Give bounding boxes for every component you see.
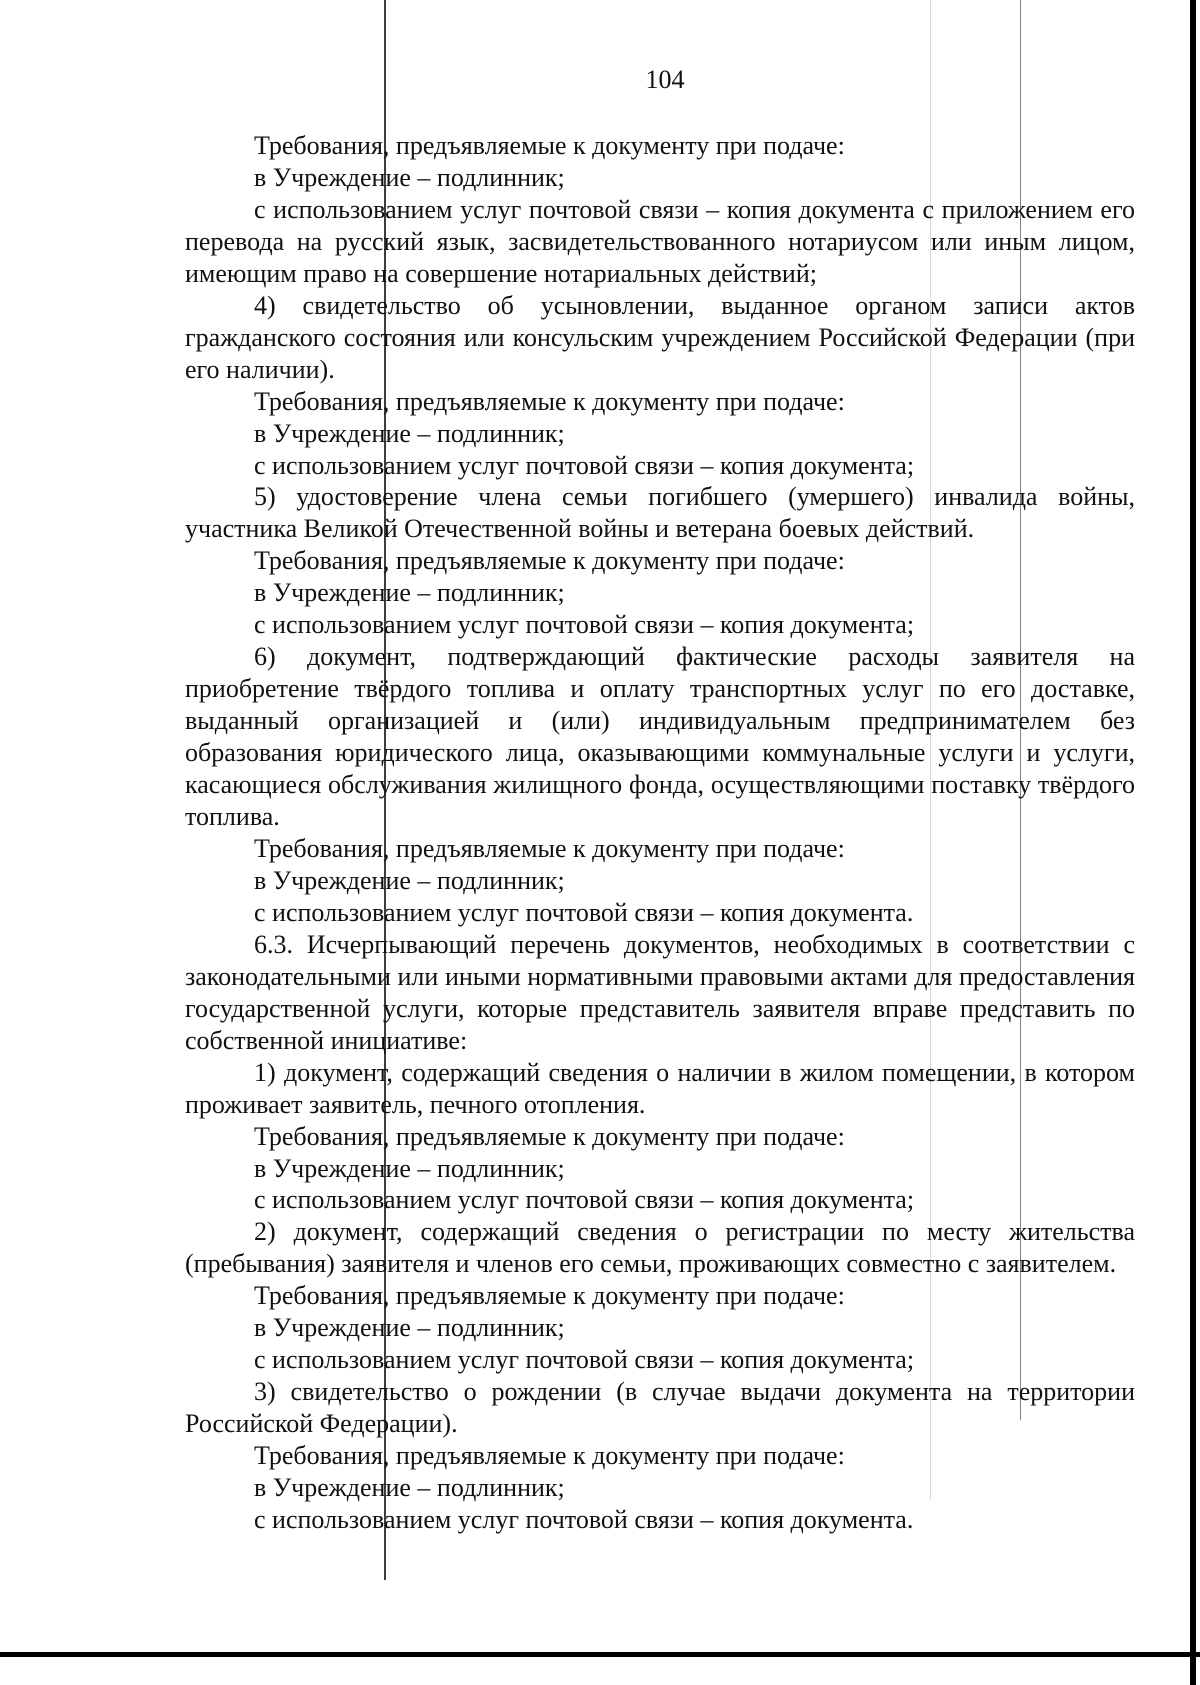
paragraph: 5) удостоверение члена семьи погибшего (умершего) инвалида войны, участника Великой Отечественной войны и ветерана боевых действий.: [185, 482, 1135, 544]
paragraph: в Учреждение – подлинник;: [254, 1153, 565, 1183]
paragraph: с использованием услуг почтовой связи – копия документа с приложением его перевода на русский язык, засвидетельствованного нотариусом или иным лицом, имеющим право на совершение нотариальных действий;: [185, 194, 1135, 288]
paragraph: с использованием услуг почтовой связи – копия документа.: [254, 897, 914, 927]
paragraph: в Учреждение – подлинник;: [254, 1473, 565, 1503]
paragraph: 3) свидетельство о рождении (в случае выдачи документа на территории Российской Федерации).: [185, 1377, 1135, 1439]
paragraph: 2) документ, содержащий сведения о регистрации по месту жительства (пребывания) заявителя и членов его семьи, проживающих совместно с заявителем.: [185, 1217, 1135, 1279]
paragraph: Требования, предъявляемые к документу при подаче:: [254, 131, 845, 160]
paragraph: Требования, предъявляемые к документу при подаче:: [254, 833, 845, 863]
paragraph: с использованием услуг почтовой связи – копия документа.: [254, 1504, 914, 1534]
paragraph: 6) документ, подтверждающий фактические расходы заявителя на приобретение твёрдого топлива и оплату транспортных услуг по его доставке, выданный организацией и (или) индивидуальным предпринимателем без образования юридического лица, оказывающими коммунальные услуги и услуги, касающиеся обслуживания жилищного фонда, осуществляющими поставку твёрдого топлива.: [185, 642, 1135, 832]
paragraph: Требования, предъявляемые к документу при подаче:: [254, 1441, 845, 1471]
paragraph: с использованием услуг почтовой связи – копия документа;: [254, 1345, 915, 1375]
scan-edge-right: [1190, 0, 1196, 1685]
scan-edge-bottom: [0, 1652, 1200, 1657]
document-body: [185, 130, 1135, 1536]
paragraph: с использованием услуг почтовой связи – копия документа;: [254, 450, 915, 480]
paragraph: в Учреждение – подлинник;: [254, 1313, 565, 1343]
paragraph: Требования, предъявляемые к документу при подаче:: [254, 1281, 845, 1311]
paragraph: 1) документ, содержащий сведения о наличии в жилом помещении, в котором проживает заявитель, печного отопления.: [185, 1057, 1135, 1119]
paragraph: в Учреждение – подлинник;: [254, 865, 565, 895]
paragraph: Требования, предъявляемые к документу при подаче:: [254, 386, 845, 416]
paragraph: с использованием услуг почтовой связи – копия документа;: [254, 1185, 915, 1215]
paragraph: в Учреждение – подлинник;: [254, 162, 565, 192]
paragraph: 6.3. Исчерпывающий перечень документов, необходимых в соответствии с законодательными или иными нормативными правовыми актами для предоставления государственной услуги, которые представитель заявителя вправе представить по собственной инициативе:: [185, 929, 1135, 1055]
paragraph: Требования, предъявляемые к документу при подаче:: [254, 1121, 845, 1151]
paragraph: в Учреждение – подлинник;: [254, 578, 565, 608]
page-number: 104: [645, 65, 685, 94]
paragraph: с использованием услуг почтовой связи – копия документа;: [254, 610, 915, 640]
paragraph: в Учреждение – подлинник;: [254, 418, 565, 448]
paragraph: 4) свидетельство об усыновлении, выданное органом записи актов гражданского состояния или консульским учреждением Российской Федерации (при его наличии).: [185, 290, 1135, 384]
paragraph: Требования, предъявляемые к документу при подаче:: [254, 546, 845, 576]
